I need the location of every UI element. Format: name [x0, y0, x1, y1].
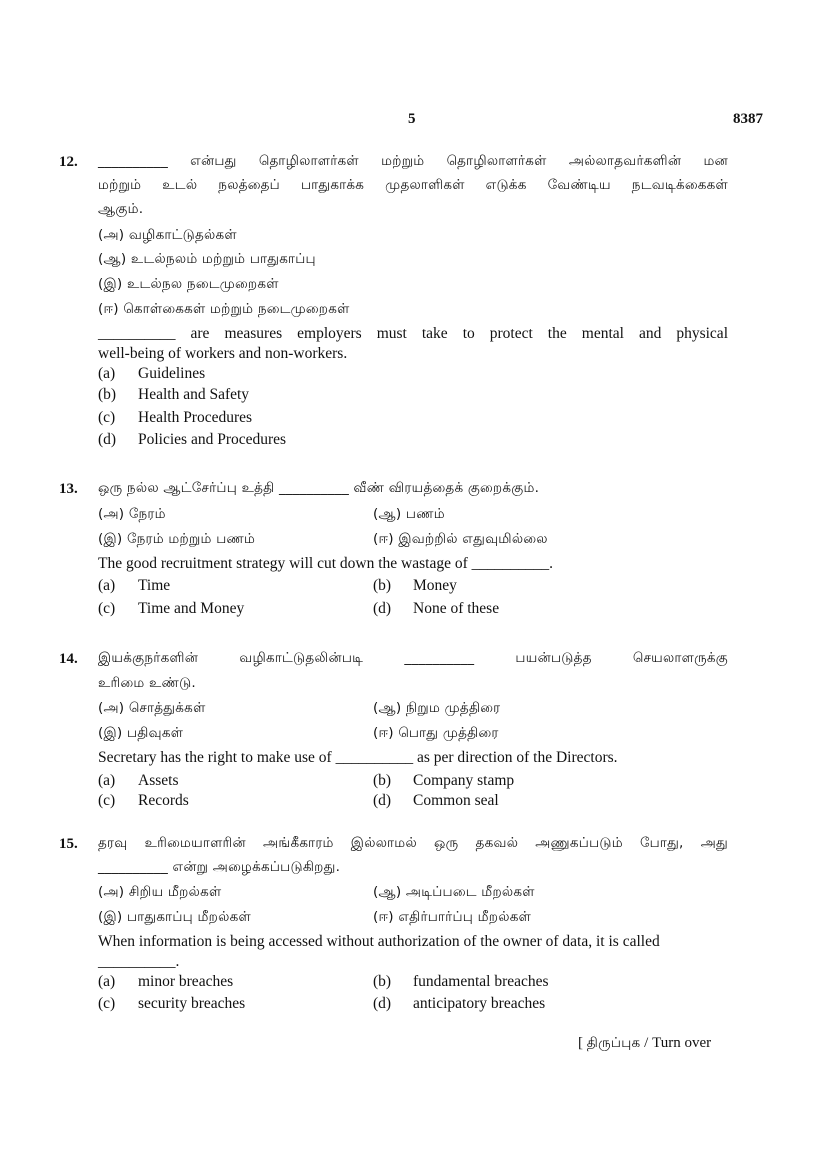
question-text-english: Secretary has the right to make use of __________ as per direction of the Directors.	[98, 749, 618, 766]
option-text: Health Procedures	[138, 409, 253, 426]
option-text: Health and Safety	[138, 386, 250, 403]
option-text: Assets	[138, 772, 179, 789]
turn-over-tamil: திருப்புக	[586, 1035, 641, 1051]
option-text: Records	[138, 792, 189, 809]
option-label: (b)	[373, 973, 392, 990]
option-label: (d)	[98, 431, 117, 448]
option-label: (d)	[373, 792, 392, 809]
option-tamil-c: (இ) பதிவுகள்	[98, 725, 184, 741]
question-text-english: well-being of workers and non-workers.	[98, 345, 348, 362]
option-label: (d)	[373, 600, 392, 617]
page-number: 5	[408, 111, 416, 127]
option-tamil-a: (அ) நேரம்	[98, 506, 166, 522]
question-text-tamil: ஆகும்.	[98, 201, 144, 217]
question-number: 13.	[59, 481, 78, 497]
option-label: (b)	[98, 386, 117, 403]
option-label: (c)	[98, 792, 116, 809]
turn-over-note	[578, 1035, 711, 1053]
option-label: (b)	[373, 577, 392, 594]
separator: /	[644, 1035, 649, 1051]
option-tamil-c: (இ) உடல்நல நடைமுறைகள்	[98, 276, 279, 292]
option-tamil-a: (அ) சிறிய மீறல்கள்	[98, 884, 222, 900]
option-label: (a)	[98, 772, 116, 789]
option-tamil-c: (இ) நேரம் மற்றும் பணம்	[98, 531, 256, 547]
option-label: (b)	[373, 772, 392, 789]
option-text: security breaches	[138, 995, 246, 1012]
option-text: minor breaches	[138, 973, 234, 990]
question-text-english: __________.	[98, 953, 180, 970]
question-text-tamil: இயக்குநர்களின் வழிகாட்டுதலின்படி __________ பயன்படுத்த செயலாளருக்கு	[98, 650, 728, 666]
option-text: Company stamp	[413, 772, 515, 789]
question-text-english: The good recruitment strategy will cut down the wastage of __________.	[98, 555, 553, 572]
option-text: Money	[413, 577, 457, 594]
question-text-tamil: தரவு உரிமையாளரின் அங்கீகாரம் இல்லாமல் ஒரு தகவல் அணுகப்படும் போது, அது	[98, 835, 728, 851]
option-tamil-a: (அ) சொத்துக்கள்	[98, 700, 206, 716]
question-number: 12.	[59, 154, 78, 170]
question-text-tamil: __________ என்று அழைக்கப்படுகிறது.	[98, 859, 341, 875]
option-tamil-b: (ஆ) உடல்நலம் மற்றும் பாதுகாப்பு	[98, 251, 316, 267]
option-tamil-d: (ஈ) எதிர்பார்ப்பு மீறல்கள்	[373, 909, 532, 925]
option-label: (d)	[373, 995, 392, 1012]
question-text-tamil: __________ என்பது தொழிலாளர்கள் மற்றும் தொழிலாளர்கள் அல்லாதவர்களின் மன	[98, 153, 728, 169]
option-label: (c)	[98, 995, 116, 1012]
question-number: 14.	[59, 651, 78, 667]
option-tamil-d: (ஈ) பொது முத்திரை	[373, 725, 499, 741]
option-tamil-a: (அ) வழிகாட்டுதல்கள்	[98, 227, 237, 243]
option-text: None of these	[413, 600, 500, 617]
question-number: 15.	[59, 836, 78, 852]
option-label: (c)	[98, 409, 116, 426]
question-text-tamil: ஒரு நல்ல ஆட்சேர்ப்பு உத்தி __________ வீண் விரயத்தைக் குறைக்கும்.	[98, 480, 540, 496]
option-label: (a)	[98, 365, 116, 382]
option-text: Guidelines	[138, 365, 206, 382]
question-text-tamil: மற்றும் உடல் நலத்தைப் பாதுகாக்க முதலாளிகள் எடுக்க வேண்டிய நடவடிக்கைகள்	[98, 177, 728, 193]
option-text: anticipatory breaches	[413, 995, 546, 1012]
option-text: Time	[138, 577, 171, 594]
option-tamil-b: (ஆ) பணம்	[373, 506, 445, 522]
option-text: Time and Money	[138, 600, 245, 617]
option-tamil-c: (இ) பாதுகாப்பு மீறல்கள்	[98, 909, 251, 925]
question-text-english: When information is being accessed without authorization of the owner of data, it is called	[98, 933, 660, 950]
option-label: (a)	[98, 973, 116, 990]
question-text-tamil: உரிமை உண்டு.	[98, 675, 196, 691]
option-text: fundamental breaches	[413, 973, 549, 990]
option-text: Policies and Procedures	[138, 431, 287, 448]
turn-over-english: Turn over	[652, 1035, 712, 1051]
option-tamil-b: (ஆ) நிறும முத்திரை	[373, 700, 501, 716]
option-tamil-b: (ஆ) அடிப்படை மீறல்கள்	[373, 884, 535, 900]
option-text: Common seal	[413, 792, 499, 809]
option-tamil-d: (ஈ) இவற்றில் எதுவுமில்லை	[373, 531, 548, 547]
question-text-english: __________ are measures employers must take to protect the mental and physical	[98, 325, 728, 342]
option-label: (c)	[98, 600, 116, 617]
option-label: (a)	[98, 577, 116, 594]
bracket: [	[578, 1035, 583, 1051]
option-tamil-d: (ஈ) கொள்கைகள் மற்றும் நடைமுறைகள்	[98, 301, 350, 317]
paper-code: 8387	[733, 111, 763, 127]
